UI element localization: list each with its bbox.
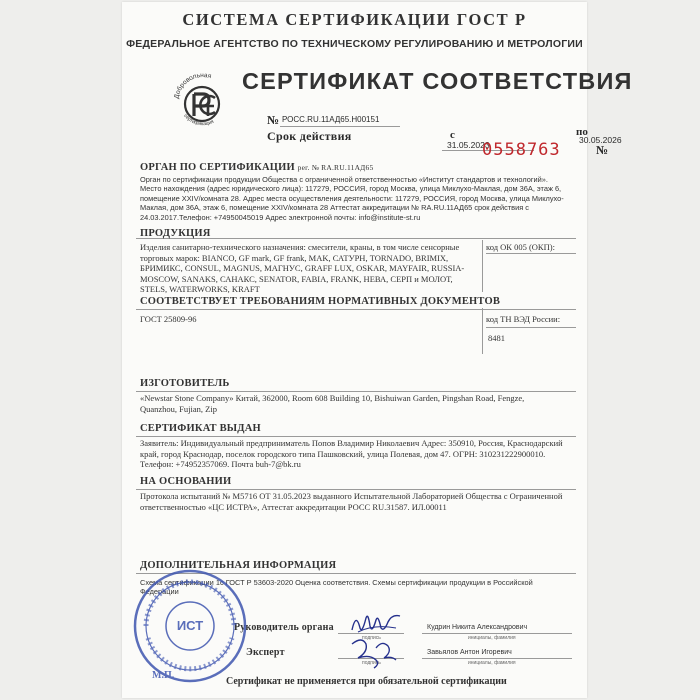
agency-header: ФЕДЕРАЛЬНОЕ АГЕНТСТВО ПО ТЕХНИЧЕСКОМУ РЕГУЛИРОВАНИЮ И МЕТРОЛОГИИ — [126, 38, 583, 50]
official-stamp-icon — [132, 568, 248, 684]
head-of-body-label: Руководитель органа — [234, 622, 334, 633]
logo-arc-text-bottom: сертификация — [182, 113, 215, 128]
additional-info-text: Схема сертификации 1с ГОСТ Р 53603-2020 Оценка соответствия. Схемы сертификации продукции в Российской Федерации — [140, 578, 533, 597]
manufacturer-text: «Newstar Stone Company» Китай, 362000, Room 608 Building 10, Bishuiwan Garden, Pingshan Road, Fengze, Quanzhou, Fujian, Zip — [140, 393, 525, 414]
stamp-center-text: ИСТ — [176, 618, 204, 633]
registration-number: РОСС.RU.11АД65.Н00151 — [282, 115, 380, 124]
registration-no-label: № — [267, 113, 280, 127]
expert-initials-caption: инициалы, фамилия — [468, 660, 516, 666]
tnved-code-label: код ТН ВЭД России: — [486, 314, 561, 324]
standards-title: СООТВЕТСТВУЕТ ТРЕБОВАНИЯМ НОРМАТИВНЫХ ДОКУМЕНТОВ — [140, 296, 501, 307]
footer-note: Сертификат не применяется при обязательной сертификации — [226, 676, 507, 687]
validity-from-date: 31.05.2023 — [447, 140, 490, 150]
rst-logo-icon — [170, 64, 234, 138]
basis-title: НА ОСНОВАНИИ — [140, 476, 232, 487]
expert-label: Эксперт — [246, 647, 285, 658]
validity-from-label: с — [450, 129, 455, 141]
system-header: СИСТЕМА СЕРТИФИКАЦИИ ГОСТ Р — [182, 10, 527, 29]
certificate-title: СЕРТИФИКАТ СООТВЕТСТВИЯ — [242, 68, 633, 94]
certification-body-text: Орган по сертификации продукции Общества с ограниченной ответственностью «Институт стандартов и технологий». Место нахождения (адрес юридического лица): 117279, РОССИЯ, город Москва, улица Миклухо-Маклая, дом 36А, этаж 6, помещение XXIV/комната 28. Адрес места осуществления деятельности: 117279, РОССИЯ, город Москва, улица Миклухо-Маклая, дом 36А, этаж 6, помещение XXIV/комната 28 Аттестат аккредитации № RA.RU.11АД65 срок действия с 24.03.2017.Телефон: +74950045019 Адрес электронной почты: info@institute-st.ru — [140, 175, 564, 222]
head-initials-caption: инициалы, фамилия — [468, 635, 516, 641]
manufacturer-title: ИЗГОТОВИТЕЛЬ — [140, 378, 230, 389]
certification-body-title: ОРГАН ПО СЕРТИФИКАЦИИ рег. № RA.RU.11АД65 — [140, 162, 374, 173]
certification-body-reg: рег. № RA.RU.11АД65 — [297, 163, 374, 172]
serial-no-label: № — [596, 143, 609, 157]
tnved-code-value: 8481 — [488, 333, 505, 343]
standards-text: ГОСТ 25809-96 — [140, 314, 197, 324]
expert-signature-icon — [346, 634, 398, 670]
additional-info-title: ДОПОЛНИТЕЛЬНАЯ ИНФОРМАЦИЯ — [140, 560, 337, 571]
issued-text: Заявитель: Индивидуальный предприниматель Попов Владимир Николаевич Адрес: 350910, Россия, Краснодарский край, город Краснодар, поселок городского типа Пашковский, улица Полевая, дом 47. ОГРН: 310231222900010. Телефон: +74952357069. Почта buh-7@bk.ru — [140, 438, 563, 470]
serial-number: 0558763 — [482, 140, 561, 160]
basis-text: Протокола испытаний № М5716 ОТ 31.05.2023 выданного Испытательной Лабораторией Общества с Ограниченной ответственностью «ЦС ИСТРА», Аттестат аккредитации РОСС RU.31587. ИЛ.00011 — [140, 491, 563, 512]
head-of-body-name: Кудрин Никита Александрович — [427, 624, 528, 631]
product-text: Изделия санитарно-технического назначения: смесители, краны, в том числе сенсорные торговых марок: BIANCO, GF mark, GF frank, MAK, САТУРН, TORNADO, BRIMIX, БРИМИКС, CONSUL, MAGNUS, МАГНУС, GRAFF LUX, OSKAR, MAYFAIR, RUSSIA-MOSCOW, SANAKS, САНАКС, SENATOR, FABIA, FRANK, НЕВА, СЕРП и МОЛОТ, STELS, WATERWORKS, KRAFT — [140, 242, 465, 295]
expert-name: Завьялов Антон Игоревич — [427, 649, 512, 656]
stamp-mp-text: М.П. — [152, 670, 175, 681]
okp-code-label: код ОК 005 (ОКП): — [486, 242, 555, 252]
issued-title: СЕРТИФИКАТ ВЫДАН — [140, 423, 261, 434]
product-title: ПРОДУКЦИЯ — [140, 228, 211, 239]
validity-to-date: 30.05.2026 — [579, 135, 622, 145]
expert-sign-caption: подпись — [362, 660, 381, 666]
logo-arc-text: Добровольная — [173, 71, 213, 100]
head-sign-caption: подпись — [362, 635, 381, 641]
validity-label: Срок действия — [267, 129, 352, 143]
validity-to-label: по — [576, 126, 588, 138]
